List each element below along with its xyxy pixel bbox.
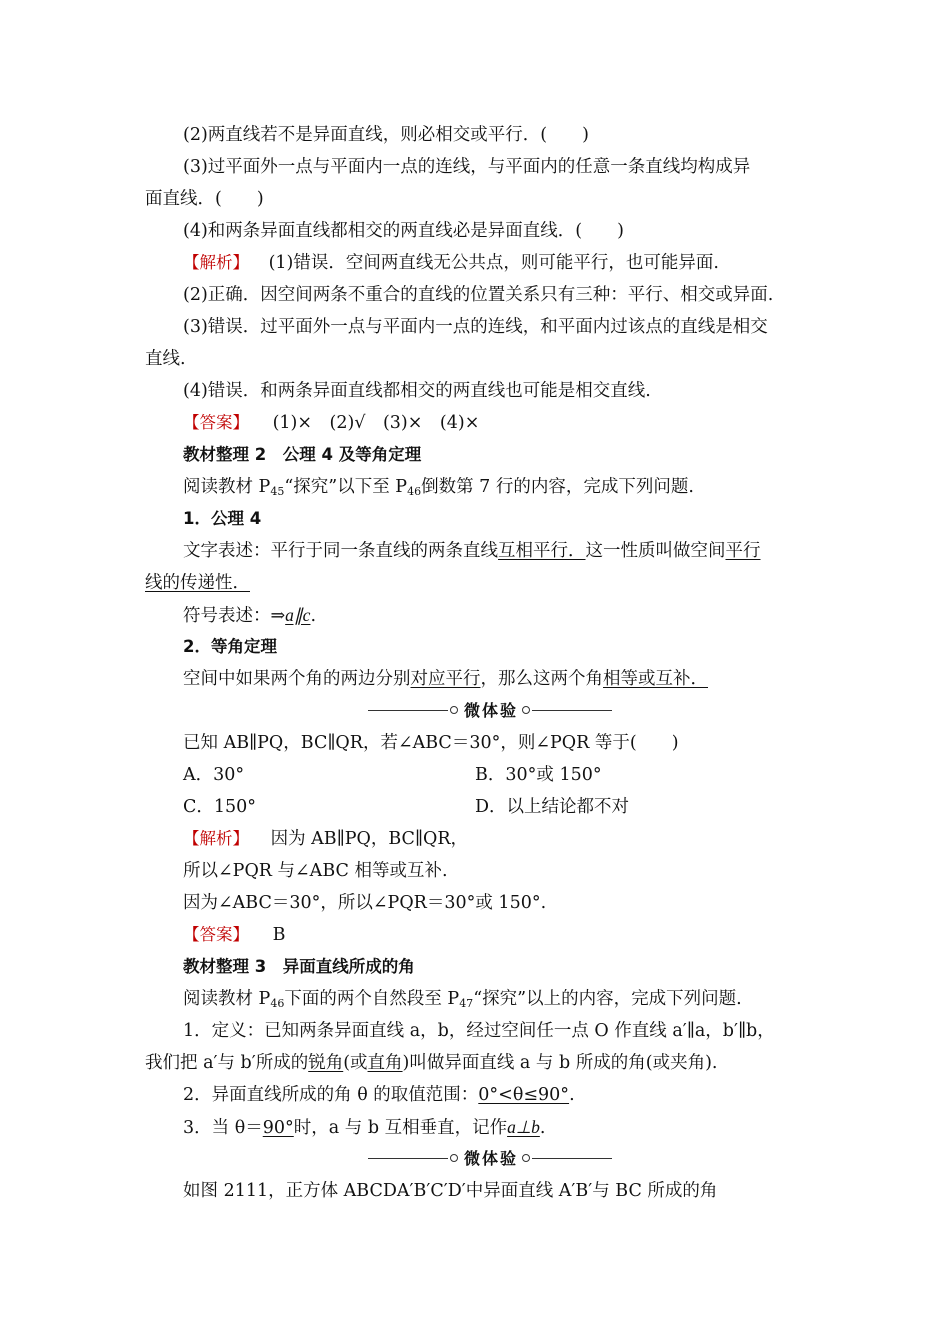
quiz-1-option-c: C．150°: [183, 797, 257, 817]
quiz-1-stem: 已知 AB∥PQ，BC∥QR，若∠ABC＝30°，则∠PQR 等于( ): [183, 733, 679, 753]
section-3-read: 阅读教材 $P_{46}$下面的两个自然段至 $P_{47}“$探究”以上的内容，完成下列问题.: [183, 989, 742, 1010]
divider-label: 微体验: [464, 1149, 519, 1168]
definition-line1: 1．定义：已知两条异面直线 a，b，经过空间任一点 O 作直线 a′∥a，b′∥b，: [183, 1021, 775, 1041]
analysis-text: 因为 AB∥PQ，BC∥QR，: [270, 829, 469, 849]
analysis-text: (1)错误．空间两直线无公共点，则可能平行，也可能异面.: [268, 253, 719, 273]
answer-text: B: [272, 925, 286, 945]
analysis-1-line5: (4)错误．和两条异面直线都相交的两直线也可能是相交直线.: [183, 381, 651, 401]
equal-angle-theorem: 空间中如果两个角的两边分别对应平行，那么这两个角相等或互补．: [183, 669, 708, 689]
answer-text: (1)× (2)√ (3)× (4)×: [272, 413, 480, 433]
divider-label: 微体验: [464, 701, 519, 720]
quiz-2-stem: 如图 2111，正方体 ABCDA′B′C′D′中异面直线 A′B′与 BC 所成的角: [183, 1181, 718, 1201]
axiom-4-text-line1: 文字表述：平行于同一条直线的两条直线互相平行．这一性质叫做空间平行: [183, 541, 761, 561]
axiom-4-text-line2: 线的传递性．: [145, 573, 250, 593]
axiom-4-symbol: 符号表述：⇒a∥c.: [183, 605, 317, 626]
angle-range: 2．异面直线所成的角 θ 的取值范围：0°<θ≤90°.: [183, 1085, 575, 1105]
quiz-1-analysis-line3: 因为∠ABC＝30°，所以∠PQR＝30°或 150°.: [183, 893, 547, 913]
question-4: (4)和两条异面直线都相交的两直线必是异面直线．( ): [183, 221, 624, 241]
analysis-tag: 【解析】: [183, 253, 249, 272]
micro-experience-divider: [368, 699, 608, 723]
perpendicular-definition: 3．当 θ＝90°时，a 与 b 互相垂直，记作a⊥b.: [183, 1117, 546, 1138]
analysis-1-line3: (3)错误．过平面外一点与平面内一点的连线，和平面内过该点的直线是相交: [183, 317, 768, 337]
question-3-line2: 面直线．( ): [145, 189, 264, 209]
micro-experience-divider-2: [368, 1147, 608, 1171]
analysis-1-line1: [183, 251, 719, 275]
answer-tag: 【答案】: [183, 925, 249, 944]
section-3-title: 教材整理 3 异面直线所成的角: [183, 957, 415, 976]
quiz-1-answer: [183, 923, 285, 947]
section-2-read: 阅读教材 $P_{45}“$探究”以下至 $P_{46}$倒数第 7 行的内容，完成下列问题.: [183, 477, 694, 498]
analysis-1-line2: (2)正确．因空间两条不重合的直线的位置关系只有三种：平行、相交或异面.: [183, 285, 774, 305]
equal-angle-heading: 2．等角定理: [183, 637, 277, 656]
definition-line2: 我们把 a′与 b′所成的锐角(或直角)叫做异面直线 a 与 b 所成的角(或夹角).: [145, 1053, 718, 1073]
answer-1: [183, 411, 479, 435]
quiz-1-option-d: D．以上结论都不对: [475, 797, 630, 817]
quiz-1-option-b: B．30°或 150°: [475, 765, 602, 785]
question-3-line1: (3)过平面外一点与平面内一点的连线，与平面内的任意一条直线均构成异: [183, 157, 751, 177]
quiz-1-analysis-line2: 所以∠PQR 与∠ABC 相等或互补.: [183, 861, 448, 881]
answer-tag: 【答案】: [183, 413, 249, 432]
quiz-1-analysis-line1: [183, 827, 468, 851]
analysis-1-line4: 直线.: [145, 349, 186, 369]
section-2-title: 教材整理 2 公理 4 及等角定理: [183, 445, 422, 464]
axiom-4-heading: 1．公理 4: [183, 509, 262, 528]
question-2: (2)两直线若不是异面直线，则必相交或平行．( ): [183, 125, 589, 145]
quiz-1-option-a: A．30°: [183, 765, 245, 785]
analysis-tag: 【解析】: [183, 829, 249, 848]
